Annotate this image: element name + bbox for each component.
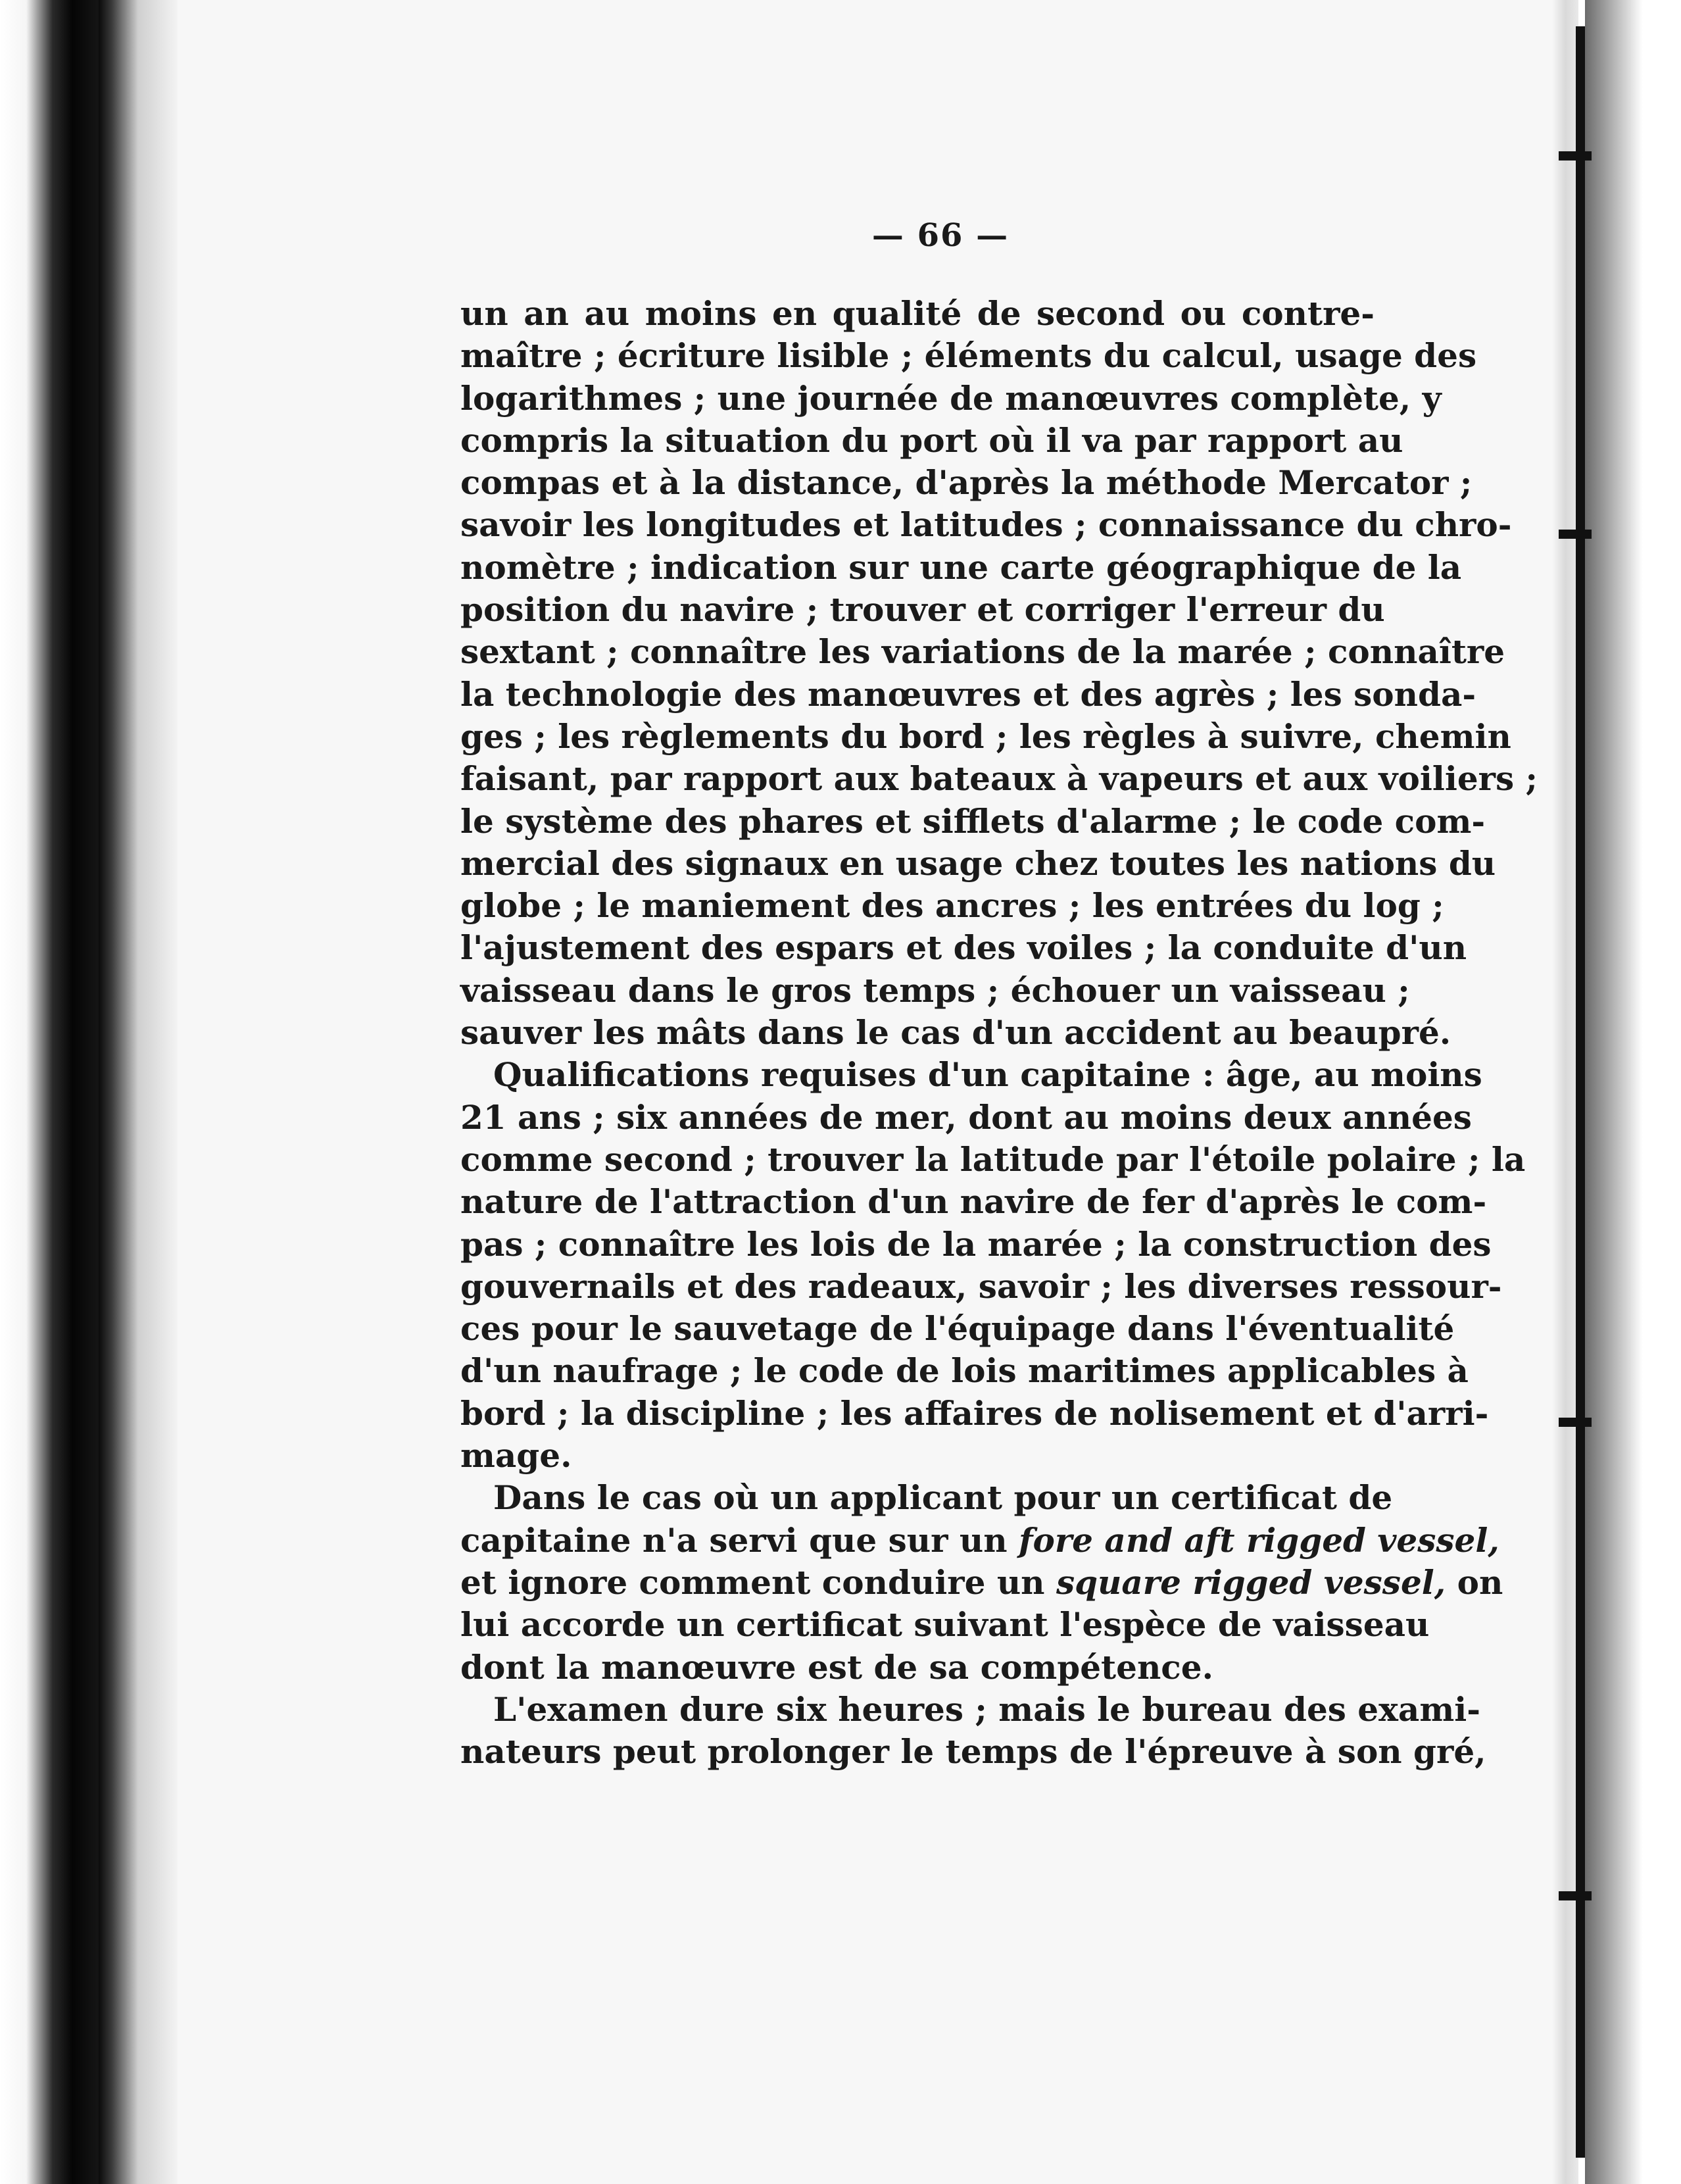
text-line: position du navire ; trouver et corriger l'erreur du [460,590,1385,630]
text-line: un an au moins en qualité de second ou contre- [460,294,1375,333]
page-edge [1552,0,1578,2184]
text-line: maître ; écriture lisible ; éléments du calcul, usage des [460,336,1477,376]
text-segment: on [1446,1562,1503,1602]
border-tick-mark [1559,530,1592,539]
text-line: mercial des signaux en usage chez toutes les nations du [460,843,1496,883]
text-line [460,1520,1499,1562]
italic-term: fore and aft rigged vessel, [1018,1520,1499,1560]
text-line: Qualifications requises d'un capitaine : âge, au moins [493,1055,1482,1095]
text-line: la technologie des manœuvres et des agrès ; les sonda- [460,674,1476,714]
text-line: ges ; les règlements du bord ; les règles à suivre, chemin [460,716,1511,756]
book-gutter [99,0,178,2184]
book-binding-shadow [0,0,99,2184]
border-tick-mark [1559,1891,1592,1900]
text-line: bord ; la discipline ; les affaires de nolisement et d'arri- [460,1393,1489,1433]
text-line: compris la situation du port où il va par rapport au [460,420,1403,460]
text-line: le système des phares et sifflets d'alarme ; le code com- [460,801,1486,841]
text-line: sauver les mâts dans le cas d'un accident au beaupré. [460,1013,1451,1053]
text-line: Dans le cas où un applicant pour un certificat de [493,1478,1393,1518]
text-line: vaisseau dans le gros temps ; échouer un vaisseau ; [460,970,1410,1010]
text-line: sextant ; connaître les variations de la marée ; connaître [460,632,1505,672]
page-border-line [1576,26,1585,2158]
text-line: ces pour le sauvetage de l'équipage dans l'éventualité [460,1309,1455,1349]
text-line: lui accorde un certificat suivant l'espèce de vaisseau [460,1605,1430,1645]
border-tick-mark [1559,151,1592,161]
italic-term: square rigged vessel, [1056,1562,1446,1602]
body-text [460,293,1538,1773]
text-segment: et ignore comment conduire un [460,1562,1056,1602]
text-line: logarithmes ; une journée de manœuvres complète, y [460,378,1442,418]
text-line: 21 ans ; six années de mer, dont au moins deux années [460,1097,1472,1137]
text-line: gouvernails et des radeaux, savoir ; les diverses ressour- [460,1266,1502,1306]
text-line [460,1562,1503,1604]
text-line: dont la manœuvre est de sa compétence. [460,1647,1213,1687]
page-number: — 66 — [871,217,1010,254]
text-line: pas ; connaître les lois de la marée ; la construction des [460,1224,1492,1264]
text-line: compas et à la distance, d'après la méthode Mercator ; [460,463,1473,503]
text-line: nateurs peut prolonger le temps de l'épreuve à son gré, [460,1732,1486,1772]
border-tick-mark [1559,1418,1592,1427]
next-page-edge [1585,0,1681,2184]
text-line: nomètre ; indication sur une carte géographique de la [460,547,1462,587]
text-segment: capitaine n'a servi que sur un [460,1520,1019,1560]
text-line: d'un naufrage ; le code de lois maritimes applicables à [460,1351,1469,1391]
text-line: globe ; le maniement des ancres ; les entrées du log ; [460,886,1444,926]
text-line: savoir les longitudes et latitudes ; connaissance du chro- [460,505,1512,545]
text-line: faisant, par rapport aux bateaux à vapeurs et aux voiliers ; [460,759,1538,799]
text-line: nature de l'attraction d'un navire de fer d'après le com- [460,1182,1487,1222]
text-line: L'examen dure six heures ; mais le bureau des exami- [493,1689,1480,1729]
text-line: comme second ; trouver la latitude par l'étoile polaire ; la [460,1139,1526,1179]
text-line: mage. [460,1436,572,1476]
text-line: l'ajustement des espars et des voiles ; la conduite d'un [460,928,1467,968]
